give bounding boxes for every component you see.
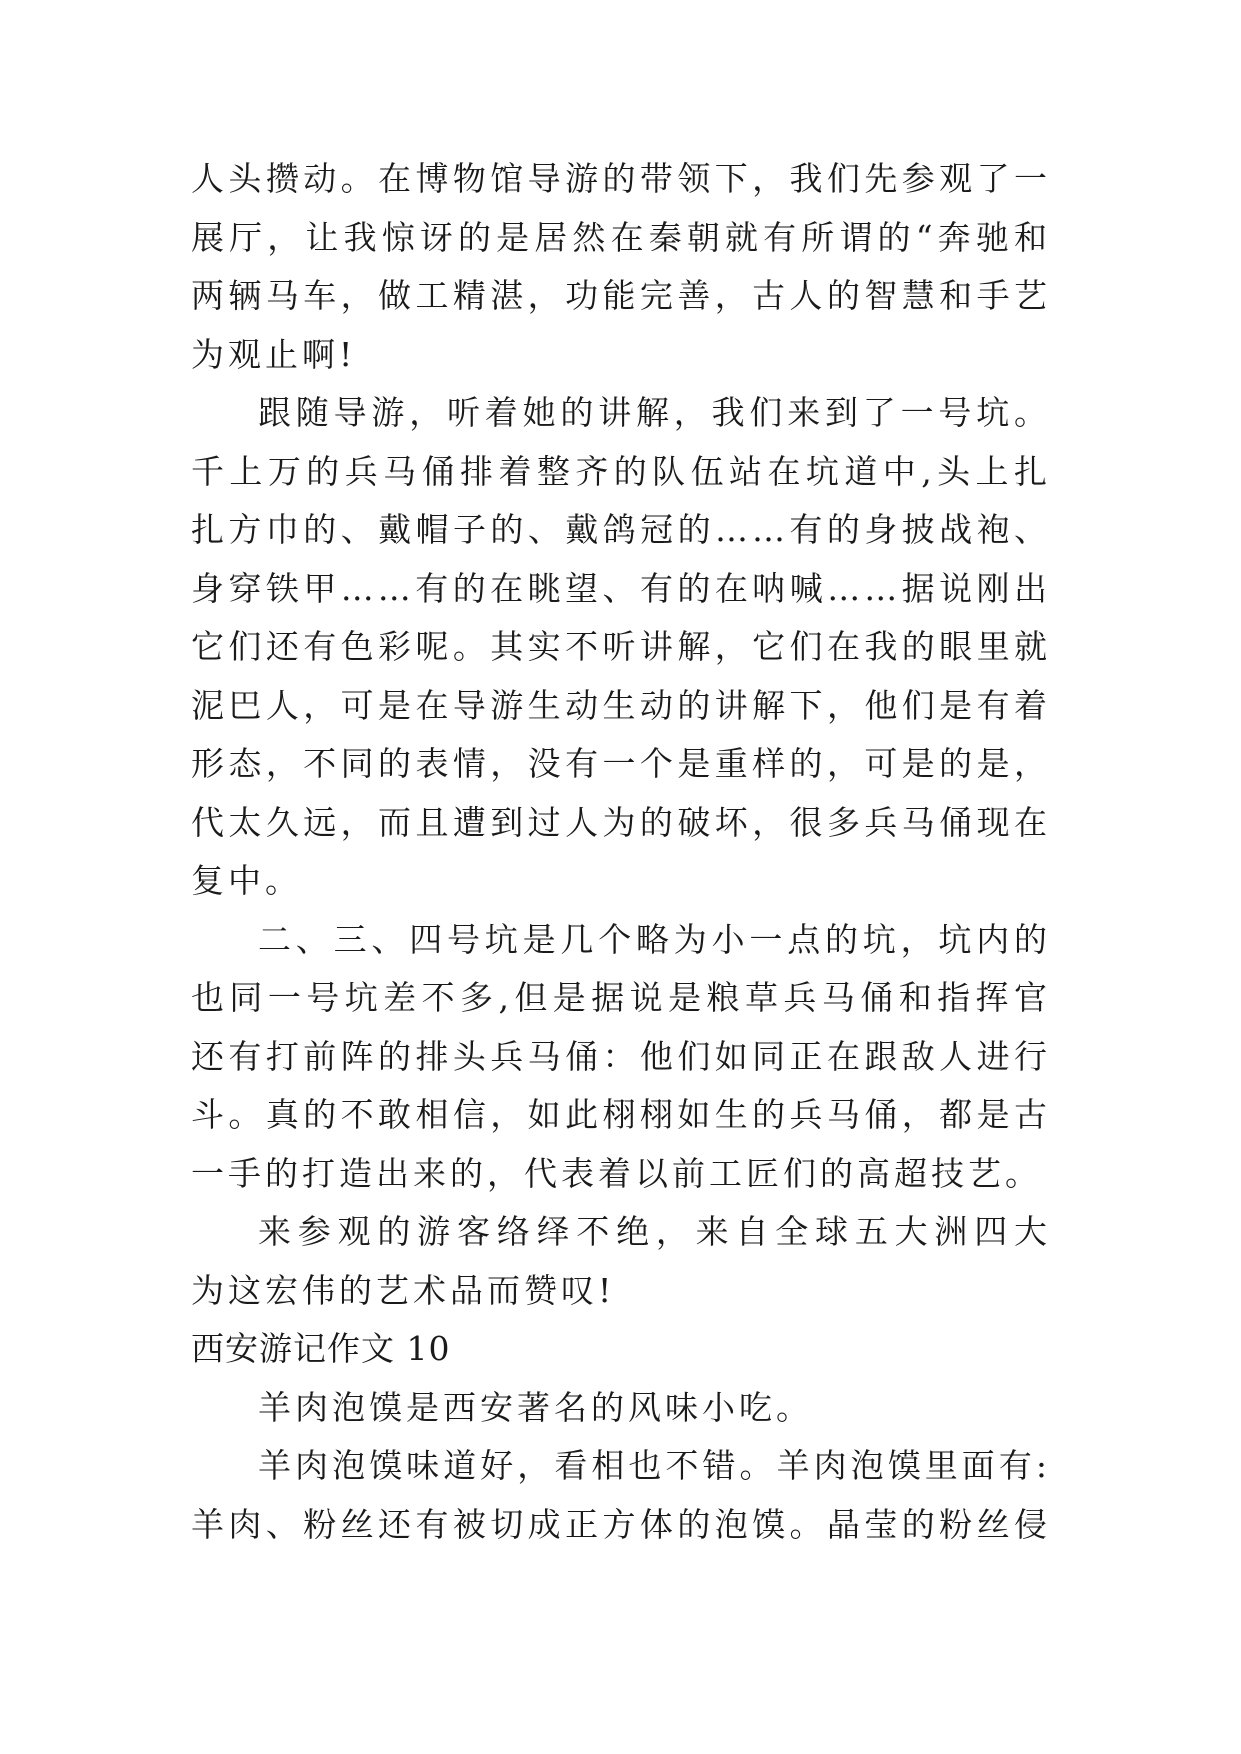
paragraph-start-line: 跟随导游，听着她的讲解，我们来到了一号坑。 (258, 393, 1051, 432)
section-heading: 西安游记作文 10 (191, 1329, 451, 1368)
text-line: 一手的打造出来的，代表着以前工匠们的高超技艺。 (191, 1153, 1042, 1193)
text-line: 扎方巾的、戴帽子的、戴鸽冠的……有的身披战袍、 (191, 510, 1051, 549)
text-line: 形态，不同的表情，没有一个是重样的，可是的是， (191, 744, 1051, 783)
text-line: 展厅，让我惊讶的是居然在秦朝就有所谓的“奔驰和 (191, 217, 1051, 257)
text-line: 为观止啊! (191, 334, 357, 374)
text-line: 身穿铁甲……有的在眺望、有的在呐喊……据说刚出 (191, 568, 1051, 608)
text-line: 也同一号坑差不多,但是据说是粮草兵马俑和指挥官 (191, 978, 1051, 1017)
text-line: 复中。 (191, 861, 302, 900)
text-line: 它们还有色彩呢。其实不听讲解，它们在我的眼里就 (191, 627, 1051, 666)
document-body (191, 150, 1051, 1554)
text-line: 斗。真的不敢相信，如此栩栩如生的兵马俑，都是古 (191, 1095, 1051, 1134)
text-line: 代太久远，而且遭到过人为的破坏，很多兵马俑现在 (191, 802, 1051, 842)
paragraph-start-line: 二、三、四号坑是几个略为小一点的坑，坑内的 (258, 919, 1051, 959)
text-line: 泥巴人，可是在导游生动生动的讲解下，他们是有着 (191, 685, 1051, 725)
paragraph-start-line: 羊肉泡馍味道好，看相也不错。羊肉泡馍里面有: (258, 1446, 1051, 1485)
text-line: 还有打前阵的排头兵马俑：他们如同正在跟敌人进行 (191, 1036, 1051, 1076)
text-line: 羊肉、粉丝还有被切成正方体的泡馍。晶莹的粉丝侵 (191, 1504, 1051, 1544)
paragraph-start-line: 羊肉泡馍是西安著名的风味小吃。 (258, 1387, 813, 1427)
paragraph-start-line: 来参观的游客络绎不绝，来自全球五大洲四大 (258, 1212, 1051, 1251)
text-line: 两辆马车，做工精湛，功能完善，古人的智慧和手艺 (191, 276, 1051, 315)
text-line: 千上万的兵马俑排着整齐的队伍站在坑道中,头上扎 (191, 451, 1051, 491)
text-line: 人头攒动。在博物馆导游的带领下，我们先参观了一 (191, 159, 1051, 198)
text-line: 为这宏伟的艺术品而赞叹! (191, 1270, 616, 1310)
